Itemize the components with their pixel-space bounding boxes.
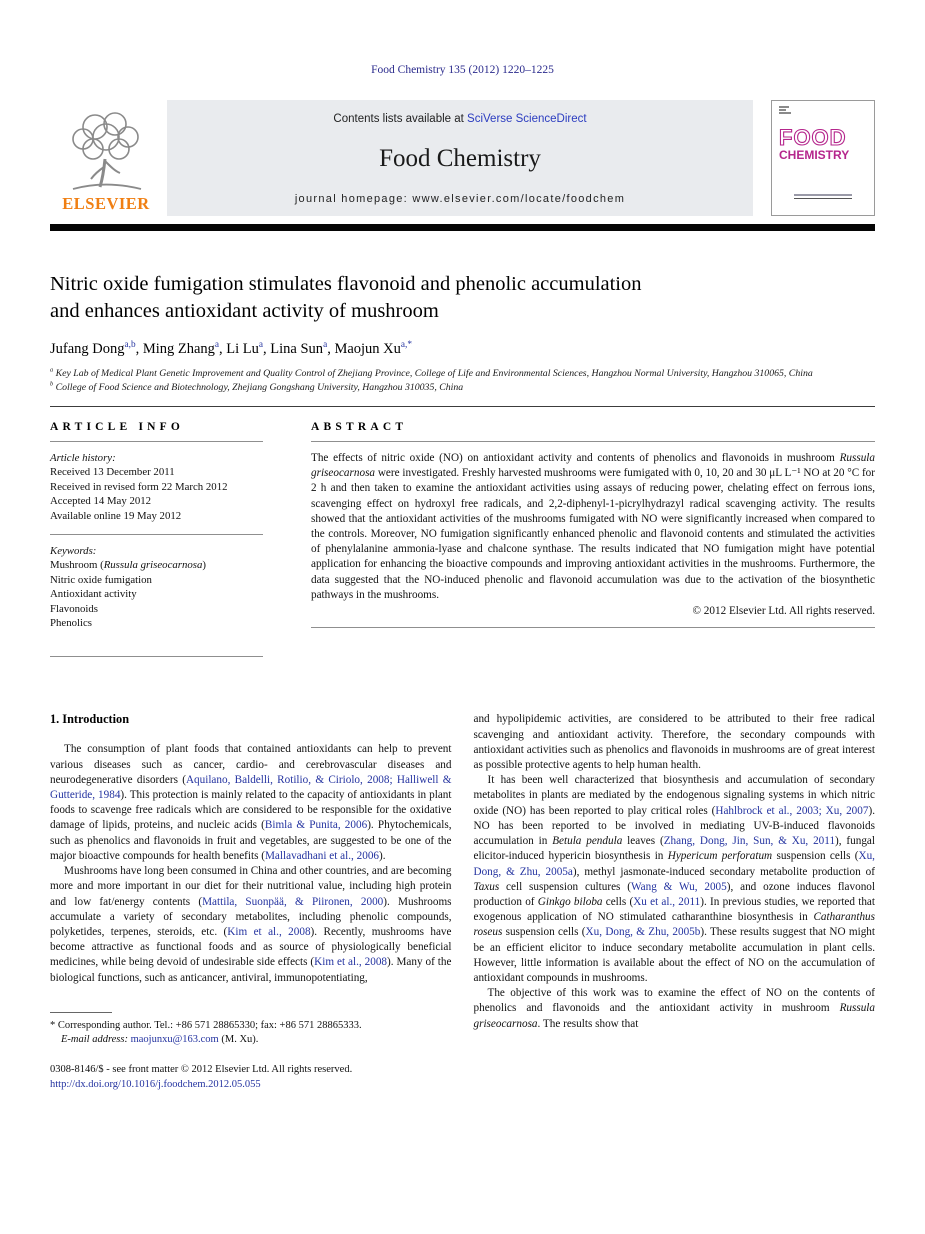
elsevier-tree-icon: [65, 109, 147, 193]
text-segment: * Corresponding author. Tel.: +86 571 28865330; fax: +86 571 28865333.: [50, 1019, 362, 1031]
text-segment: ). Recently, mushrooms have become attractive as functional foods and as source of physiologically beneficial medicines, while being devoid of undesirable side effects (: [50, 925, 452, 969]
abstract-rule: [311, 441, 875, 442]
keyword-item: [50, 573, 263, 587]
text-segment: a,b: [124, 340, 136, 351]
elsevier-logo[interactable]: [50, 100, 162, 216]
intro-paragraph: [474, 773, 876, 986]
sciverse-sciencedirect-link[interactable]: SciVerse ScienceDirect: [467, 113, 587, 125]
journal-citation: Food Chemistry 135 (2012) 1220–1225: [371, 64, 554, 76]
cover-elsevier-mark-icon: [779, 106, 791, 115]
text-segment: were investigated. Freshly harvested mushrooms were fumigated with 0, 10, 20 and 30 μL L⁻¹ NO at 20 °C for 2 h and then taken to examine the antioxidant activities using assays of reducing power, chelating effect on ferrous ions, scavenging effect on hydroxyl free radicals, and 2,2-diphenyl-1-picrylhydrazyl radical scavenging activity. The results showed that the antioxidant activities of the mushrooms fumigated with NO were significantly increased when compared to the controls. Moreover, NO fumigation significantly enhanced phenolic and flavonoid contents and stimulated the activities of phenylalanine ammonia-lyase and chalcone synthase. The results indicated that NO fumigation might have potential application for enhancing the bioactive compounds and improving antioxidant activities in the mushrooms. Furthermore, the data suggested that the NO-induced phenolic and flavonoid accumulation was due to the activation of the biosynthetic pathways in the mushrooms.: [311, 467, 875, 601]
text-segment: ). Phytochemicals, such as phenolics and flavonoids in fruit and vegetables, are suggested to be one of the major bioactive compounds for health benefits (: [50, 819, 452, 862]
text-segment: It has been well characterized that biosynthesis and accumulation of secondary metabolites in plants are mediated by the endogenous signaling systems in which nitric oxide (NO) has been reported to play critical roles (: [473, 774, 875, 817]
text-segment: Key Lab of Medical Plant Genetic Improvement and Quality Control of Zhejiang Province, College of Life and Environmental Sciences, Hangzhou Normal University, Hangzhou 310065, China: [53, 368, 813, 379]
doi-link[interactable]: http://dx.doi.org/10.1016/j.foodchem.2012.05.055: [50, 1078, 261, 1090]
journal-title: Food Chemistry: [379, 145, 541, 172]
inline-citation-link[interactable]: Xu, Dong, & Zhu, 2005b: [585, 926, 701, 939]
text-segment: Catharanthus roseus: [473, 911, 875, 939]
article-title-line1: Nitric oxide fumigation stimulates flavonoid and phenolic accumulation: [50, 273, 642, 295]
intro-paragraph: [50, 864, 452, 986]
text-segment: b: [50, 380, 54, 388]
history-revised: Received in revised form 22 March 2012: [50, 480, 228, 493]
text-segment: ). These results suggest that NO might be an efficient elicitor to induce secondary metabolite accumulation in plant cells. However, little information is available about the effect of NO on the accumulation of antioxidant compounds in mushrooms.: [473, 926, 875, 984]
abstract-heading: ABSTRACT: [311, 421, 408, 433]
text-segment: ), and ozone induces flavonol production of: [473, 880, 875, 908]
journal-homepage-link[interactable]: journal homepage: www.elsevier.com/locate/foodchem: [294, 193, 626, 205]
header-divider-bar: [50, 224, 875, 231]
text-segment: a: [50, 366, 54, 374]
text-segment: , Lina Sun: [263, 341, 324, 357]
text-segment: a,*: [400, 340, 412, 351]
history-received: Received 13 December 2011: [50, 466, 175, 479]
article-title: [50, 271, 875, 324]
text-segment: suspension cells (: [772, 850, 859, 863]
article-info-rule: [50, 441, 263, 442]
text-segment: Phenolics: [50, 617, 92, 630]
text-segment: Flavonoids: [50, 602, 98, 615]
text-segment: The objective of this work was to examine the effect of NO on the contents of phenolics and flavonoids and the antioxidant activity in mushroom: [473, 987, 875, 1015]
text-segment: Betula pendula: [552, 835, 623, 848]
inline-citation-link[interactable]: Aquilano, Baldelli, Rotilio, & Ciriolo, 2008; Halliwell & Gutteride, 1984: [50, 773, 452, 802]
article-title-line2: and enhances antioxidant activity of mushroom: [50, 299, 439, 322]
inline-citation-link[interactable]: Kim et al., 2008: [314, 956, 388, 969]
contents-line-prefix: Contents lists available at: [333, 113, 468, 125]
article-info-column: [50, 421, 263, 666]
abstract-bottom-rule: [311, 627, 875, 628]
introduction-heading: 1. Introduction: [50, 712, 130, 727]
inline-citation-link[interactable]: Xu, Dong, & Zhu, 2005a: [473, 850, 875, 878]
keyword-item: [50, 587, 263, 601]
text-segment: . The results show that: [537, 1017, 639, 1030]
text-segment: cells (: [602, 895, 634, 908]
copyright-line: © 2012 Elsevier Ltd. All rights reserved.: [692, 605, 875, 618]
text-segment: Ginkgo biloba: [537, 895, 603, 908]
text-segment: Russula griseocarnosa: [473, 1002, 875, 1030]
footnote-email-line: [50, 1033, 452, 1047]
inline-citation-link[interactable]: Kim et al., 2008: [227, 925, 311, 938]
text-segment: (M. Xu).: [218, 1033, 259, 1045]
inline-citation-link[interactable]: maojunxu@163.com: [130, 1033, 219, 1045]
intro-paragraph: [50, 742, 452, 864]
cover-title-chemistry: CHEMISTRY: [779, 148, 850, 162]
article-info-bottom-rule: [50, 656, 263, 657]
info-abstract-section: [50, 407, 875, 666]
affiliations: [50, 367, 875, 394]
text-segment: ). This protection is mainly related to the capacity of antioxidants in plant foods to scavenge free radicals which are considered to be responsible for the oxidative damage of lipids, proteins, and nucleic acids (: [50, 789, 452, 832]
keyword-item: [50, 558, 263, 572]
footnote-rule: [50, 1012, 112, 1013]
issn-copyright-line: 0308-8146/$ - see front matter © 2012 Elsevier Ltd. All rights reserved.: [50, 1064, 353, 1076]
journal-banner: [167, 100, 753, 216]
cover-title-food: FOOD: [779, 125, 847, 150]
text-segment: ). In previous studies, we reported that exogenous application of NO stimulated catharanthine biosynthesis in: [473, 895, 875, 924]
inline-citation-link[interactable]: Xu et al., 2011: [633, 895, 701, 908]
abstract-text: [311, 451, 875, 603]
text-segment: , Maojun Xu: [327, 341, 401, 357]
elsevier-wordmark: ELSEVIER: [62, 194, 150, 213]
text-segment: suspension cells (: [502, 926, 586, 939]
text-segment: ). Many of the biological functions, such as anticancer, antiviral, immunopotentiating,: [50, 956, 452, 984]
keyword-item: [50, 602, 263, 616]
inline-citation-link[interactable]: Mallavadhani et al., 2006: [264, 849, 380, 862]
text-segment: ): [202, 559, 206, 572]
text-segment: a: [323, 340, 328, 351]
keyword-item: [50, 616, 263, 630]
text-segment: ), methyl jasmonate-induced secondary metabolite production of: [572, 865, 875, 878]
text-segment: Mushroom (: [50, 559, 104, 572]
inline-citation-link[interactable]: Zhang, Dong, Jin, Sun, & Xu, 2011: [663, 835, 836, 848]
text-segment: Antioxidant activity: [50, 588, 137, 601]
inline-citation-link[interactable]: Bimla & Punita, 2006: [264, 819, 368, 832]
text-segment: ).: [379, 849, 386, 862]
text-segment: Russula griseocarnosa: [103, 559, 203, 572]
cover-title: [778, 123, 870, 169]
intro-paragraph: [474, 712, 876, 773]
text-segment: and hypolipidemic activities, are considered to be attributed to their free radical scavenging and antioxidant activity. Therefore, the secondary compounds with antioxidant activities such as phenolics and flavonoids in mushrooms are of great interest as possible protective agents to help human health.: [473, 713, 875, 772]
text-segment: Nitric oxide fumigation: [50, 573, 152, 586]
text-segment: leaves (: [622, 835, 664, 848]
cover-footer-lines: [794, 194, 852, 201]
text-segment: Russula griseocarnosa: [311, 452, 875, 480]
text-segment: E-mail address:: [61, 1033, 128, 1045]
author-list: [50, 341, 875, 358]
text-segment: , Li Lu: [219, 341, 259, 357]
history-online: Available online 19 May 2012: [50, 509, 182, 522]
keywords-rule: [50, 534, 263, 535]
text-segment: ). NO has been reported to be involved in mediating UV-B-induced flavonoids accumulation in: [473, 804, 875, 848]
affiliation-b: [50, 381, 875, 395]
history-accepted: Accepted 14 May 2012: [50, 495, 152, 508]
text-segment: Mushrooms have long been consumed in China and other countries, and are becoming more and more important in our diet for their nutritional value, including high protein and low fat/energy contents (: [50, 865, 452, 908]
text-segment: a: [258, 340, 264, 351]
intro-paragraph: [474, 986, 876, 1032]
imprint-block: [50, 1063, 875, 1092]
inline-citation-link[interactable]: Wang & Wu, 2005: [631, 880, 727, 893]
text-segment: Jufang Dong: [50, 341, 125, 357]
text-segment: The effects of nitric oxide (NO) on antioxidant activity and contents of phenolics and flavonoids in mushroom: [311, 452, 840, 464]
text-segment: Hypericum perforatum: [667, 850, 773, 863]
text-segment: Taxus: [473, 880, 500, 893]
contents-line: [333, 113, 586, 125]
abstract-column: [311, 421, 875, 666]
keywords-label: Keywords:: [50, 545, 97, 558]
text-segment: ). Mushrooms accumulate a variety of secondary metabolites, including phenolic compounds, polyketides, terpenes, steroids, etc. (: [50, 895, 452, 938]
footnote-contact-line: [50, 1019, 452, 1033]
text-segment: , Ming Zhang: [135, 341, 215, 357]
article-history-label: Article history:: [50, 452, 116, 464]
text-segment: The consumption of plant foods that contained antioxidants can help to prevent various diseases such as cancer, cardio- and cerebrovascular diseases and neurodegenerative disorders (: [50, 743, 452, 786]
text-segment: cell suspension cultures (: [499, 880, 631, 893]
article-info-heading: ARTICLE INFO: [50, 421, 185, 433]
inline-citation-link[interactable]: Mattila, Suonpää, & Piironen, 2000: [202, 895, 384, 908]
corresponding-author-footnote: [50, 1012, 452, 1047]
right-column: [474, 712, 876, 1047]
text-segment: College of Food Science and Biotechnology, Zhejiang Gongshang University, Hangzhou 310035, China: [53, 381, 464, 393]
text-segment: a: [214, 340, 220, 351]
text-segment: ), fungal elicitor-induced hypericin biosynthesis in: [473, 835, 876, 863]
affiliation-a: [50, 367, 875, 381]
journal-header: [50, 100, 875, 216]
introduction-section: [50, 712, 875, 1047]
journal-cover-thumbnail[interactable]: [771, 100, 875, 216]
inline-citation-link[interactable]: Hahlbrock et al., 2003; Xu, 2007: [715, 804, 869, 817]
left-column: [50, 712, 452, 1047]
